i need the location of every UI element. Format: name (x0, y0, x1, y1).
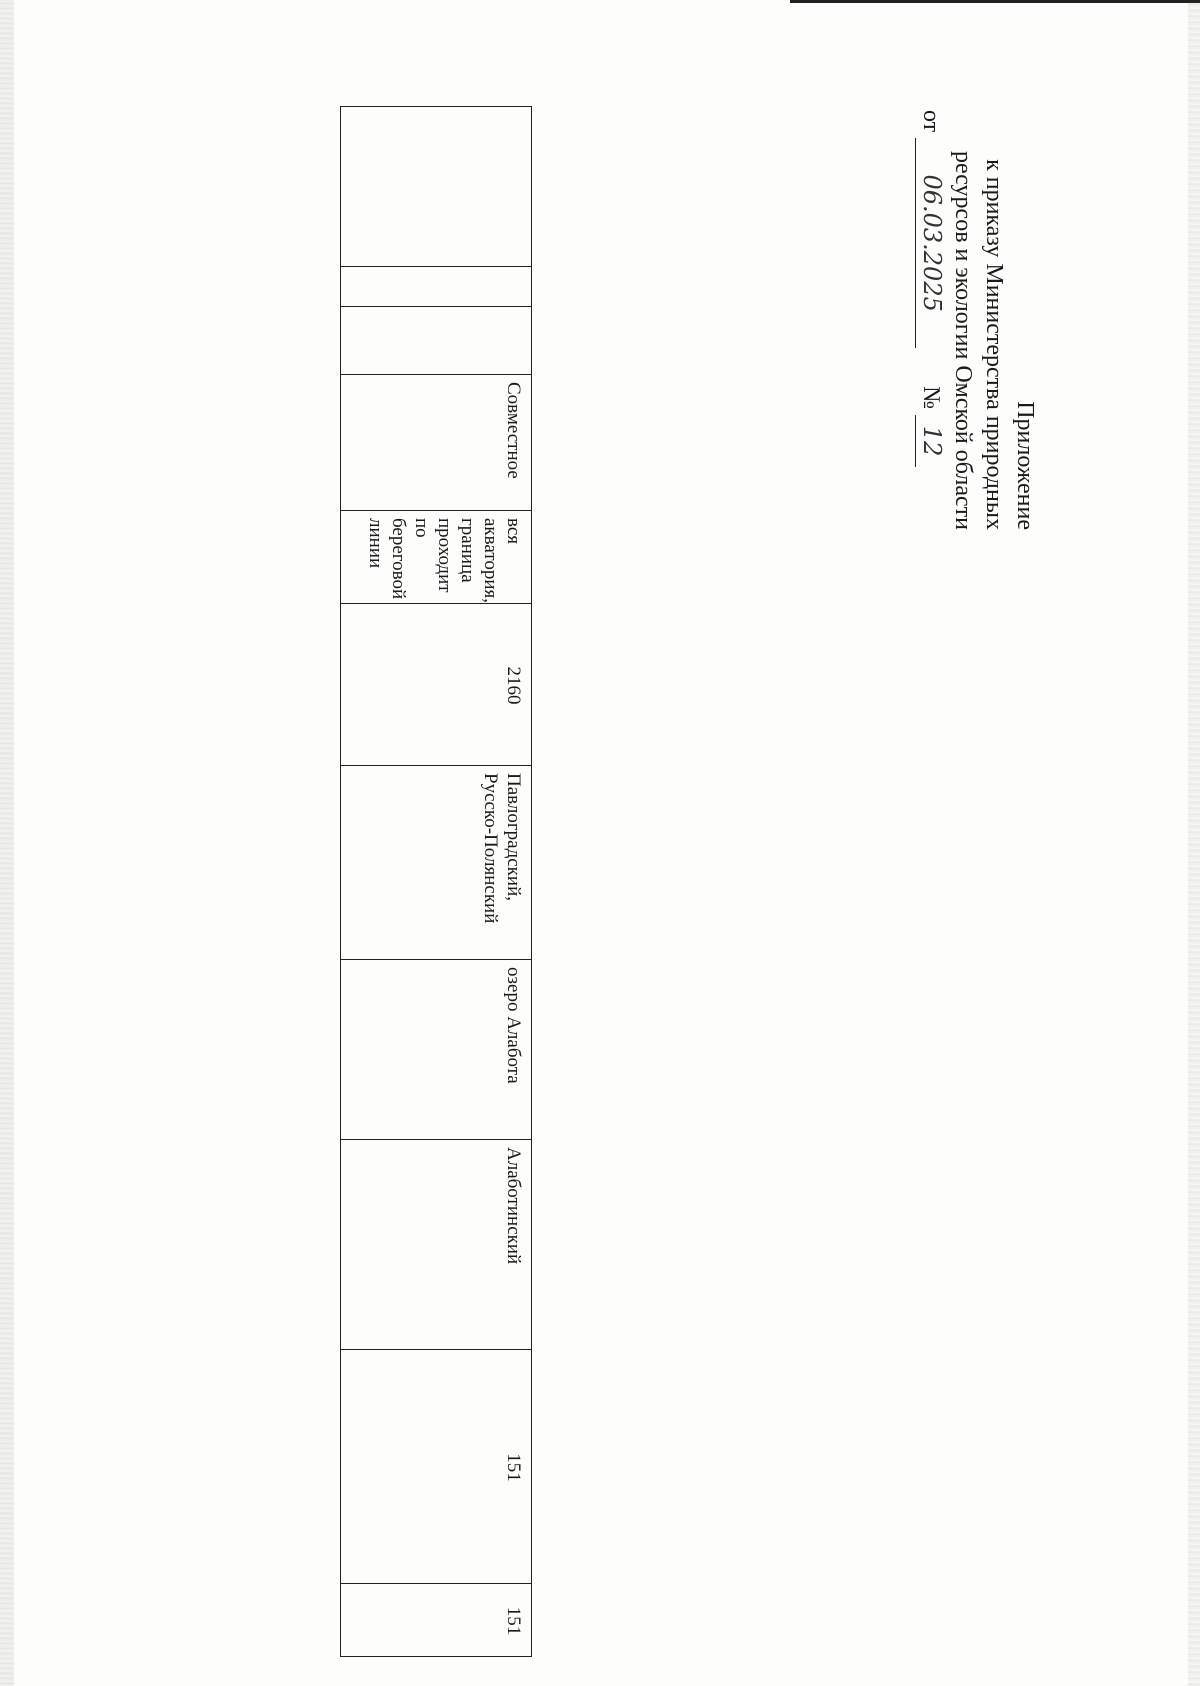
scan-edge-right (1188, 0, 1200, 1686)
table-cell-districts: Павлоградский, Русско-Полянский (341, 766, 532, 960)
table-cell-area: 2160 (341, 604, 532, 766)
scan-top-bar (790, 0, 1200, 3)
annex-title: Приложение (1012, 401, 1038, 530)
table-cell-blank-9 (341, 267, 532, 307)
table-cell-water-body: озеро Алабота (341, 960, 532, 1140)
annex-date-number-line (915, 110, 947, 530)
annex-order-line-1: к приказу Министерства природных (981, 159, 1007, 530)
annex-order-line-2: ресурсов и экологии Омской области (950, 150, 976, 530)
annex-table-wrapper (340, 106, 532, 1656)
table-cell-usage-type: Совместное (341, 375, 532, 511)
table-cell-boundary: вся акватория, граница проходит по береговой линии (341, 511, 532, 604)
table-cell-blank-10 (341, 107, 532, 267)
table-cell-row-number: 151 (341, 1584, 532, 1657)
annex-table (340, 106, 532, 1657)
date-prefix: от (918, 110, 944, 133)
scan-edge-left (0, 0, 14, 1686)
annex-header (870, 110, 1040, 530)
number-prefix: № (918, 386, 944, 410)
table-cell-site-number: 151 (341, 1350, 532, 1584)
table-cell-blank-8 (341, 307, 532, 375)
handwritten-number: 12 (915, 415, 947, 467)
table-cell-site-name: Алаботинский (341, 1140, 532, 1350)
handwritten-date: 06.03.2025 (915, 138, 947, 348)
table-row (341, 107, 532, 1657)
